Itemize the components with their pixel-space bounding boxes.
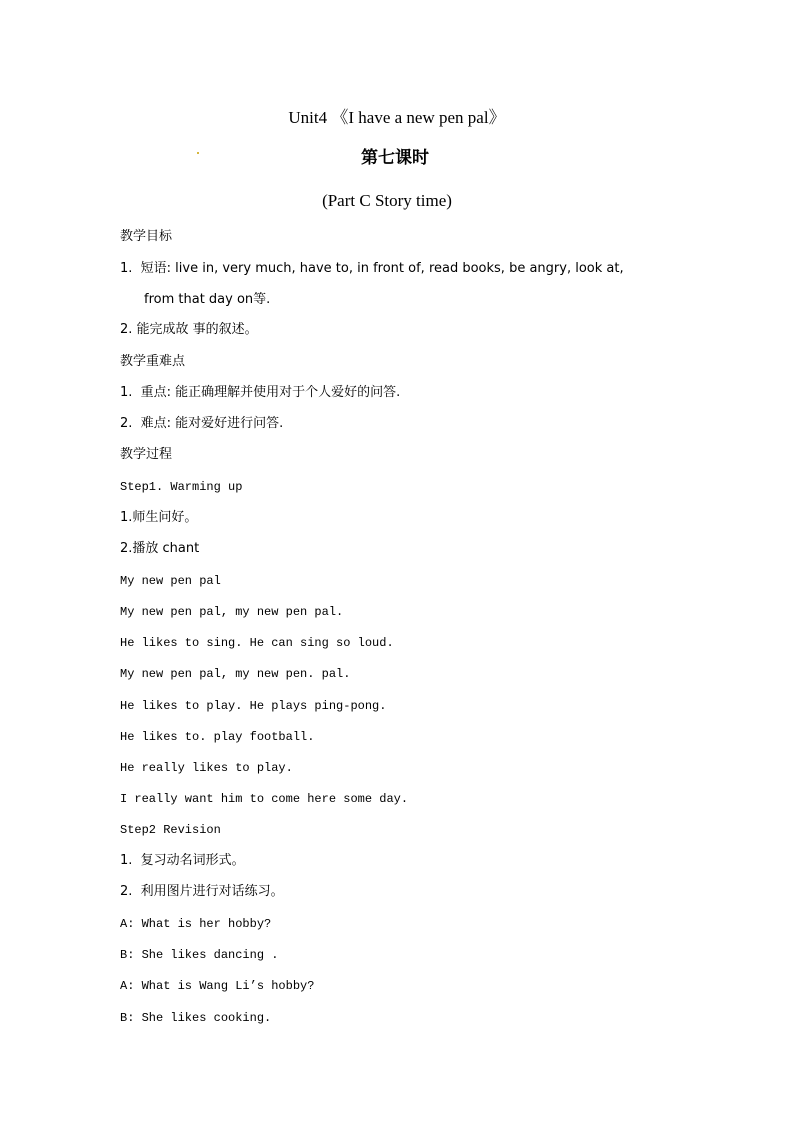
dialogue-line: A: What is Wang Li’s hobby? [120,979,315,993]
key-point-2: 2. 难点: 能对爱好进行问答. [120,416,284,431]
chant-line: He likes to play. He plays ping-pong. [120,699,387,713]
chant-line: He likes to. play football. [120,730,315,744]
chant-line: He really likes to play. [120,761,293,775]
section-heading-objectives: 教学目标 [120,229,173,244]
step-2-item-1: 1. 复习动名词形式。 [120,853,245,868]
key-point-1: 1. 重点: 能正确理解并使用对于个人爱好的问答. [120,385,401,400]
dialogue-line: B: She likes cooking. [120,1011,272,1025]
step-1-heading: Step1. Warming up [120,480,243,494]
section-heading-key-points: 教学重难点 [120,354,186,369]
step-2-heading: Step2 Revision [120,823,221,837]
objective-1: 1. 短语: live in, very much, have to, in front of, read books, be angry, look at, [120,261,624,276]
section-heading-process: 教学过程 [120,447,173,462]
part-subtitle: (Part C Story time) [322,191,452,210]
step-1-item-1: 1.师生问好。 [120,510,198,525]
step-2-item-2: 2. 利用图片进行对话练习。 [120,884,284,899]
dialogue-line: B: She likes dancing . [120,948,279,962]
objective-2: 2. 能完成故 事的叙述。 [120,322,258,337]
lesson-heading: 第七课时 [361,148,429,168]
step-1-item-2: 2.播放 chant [120,541,200,556]
chant-line: He likes to sing. He can sing so loud. [120,636,394,650]
chant-line: I really want him to come here some day. [120,792,409,806]
chant-line: My new pen pal, my new pen. pal. [120,667,351,681]
dialogue-line: A: What is her hobby? [120,917,272,931]
chant-line: My new pen pal [120,574,221,588]
objective-1-cont: from that day on等. [144,292,271,307]
document-title: Unit4 《I have a new pen pal》 [288,108,506,127]
chant-line: My new pen pal, my new pen pal. [120,605,344,619]
